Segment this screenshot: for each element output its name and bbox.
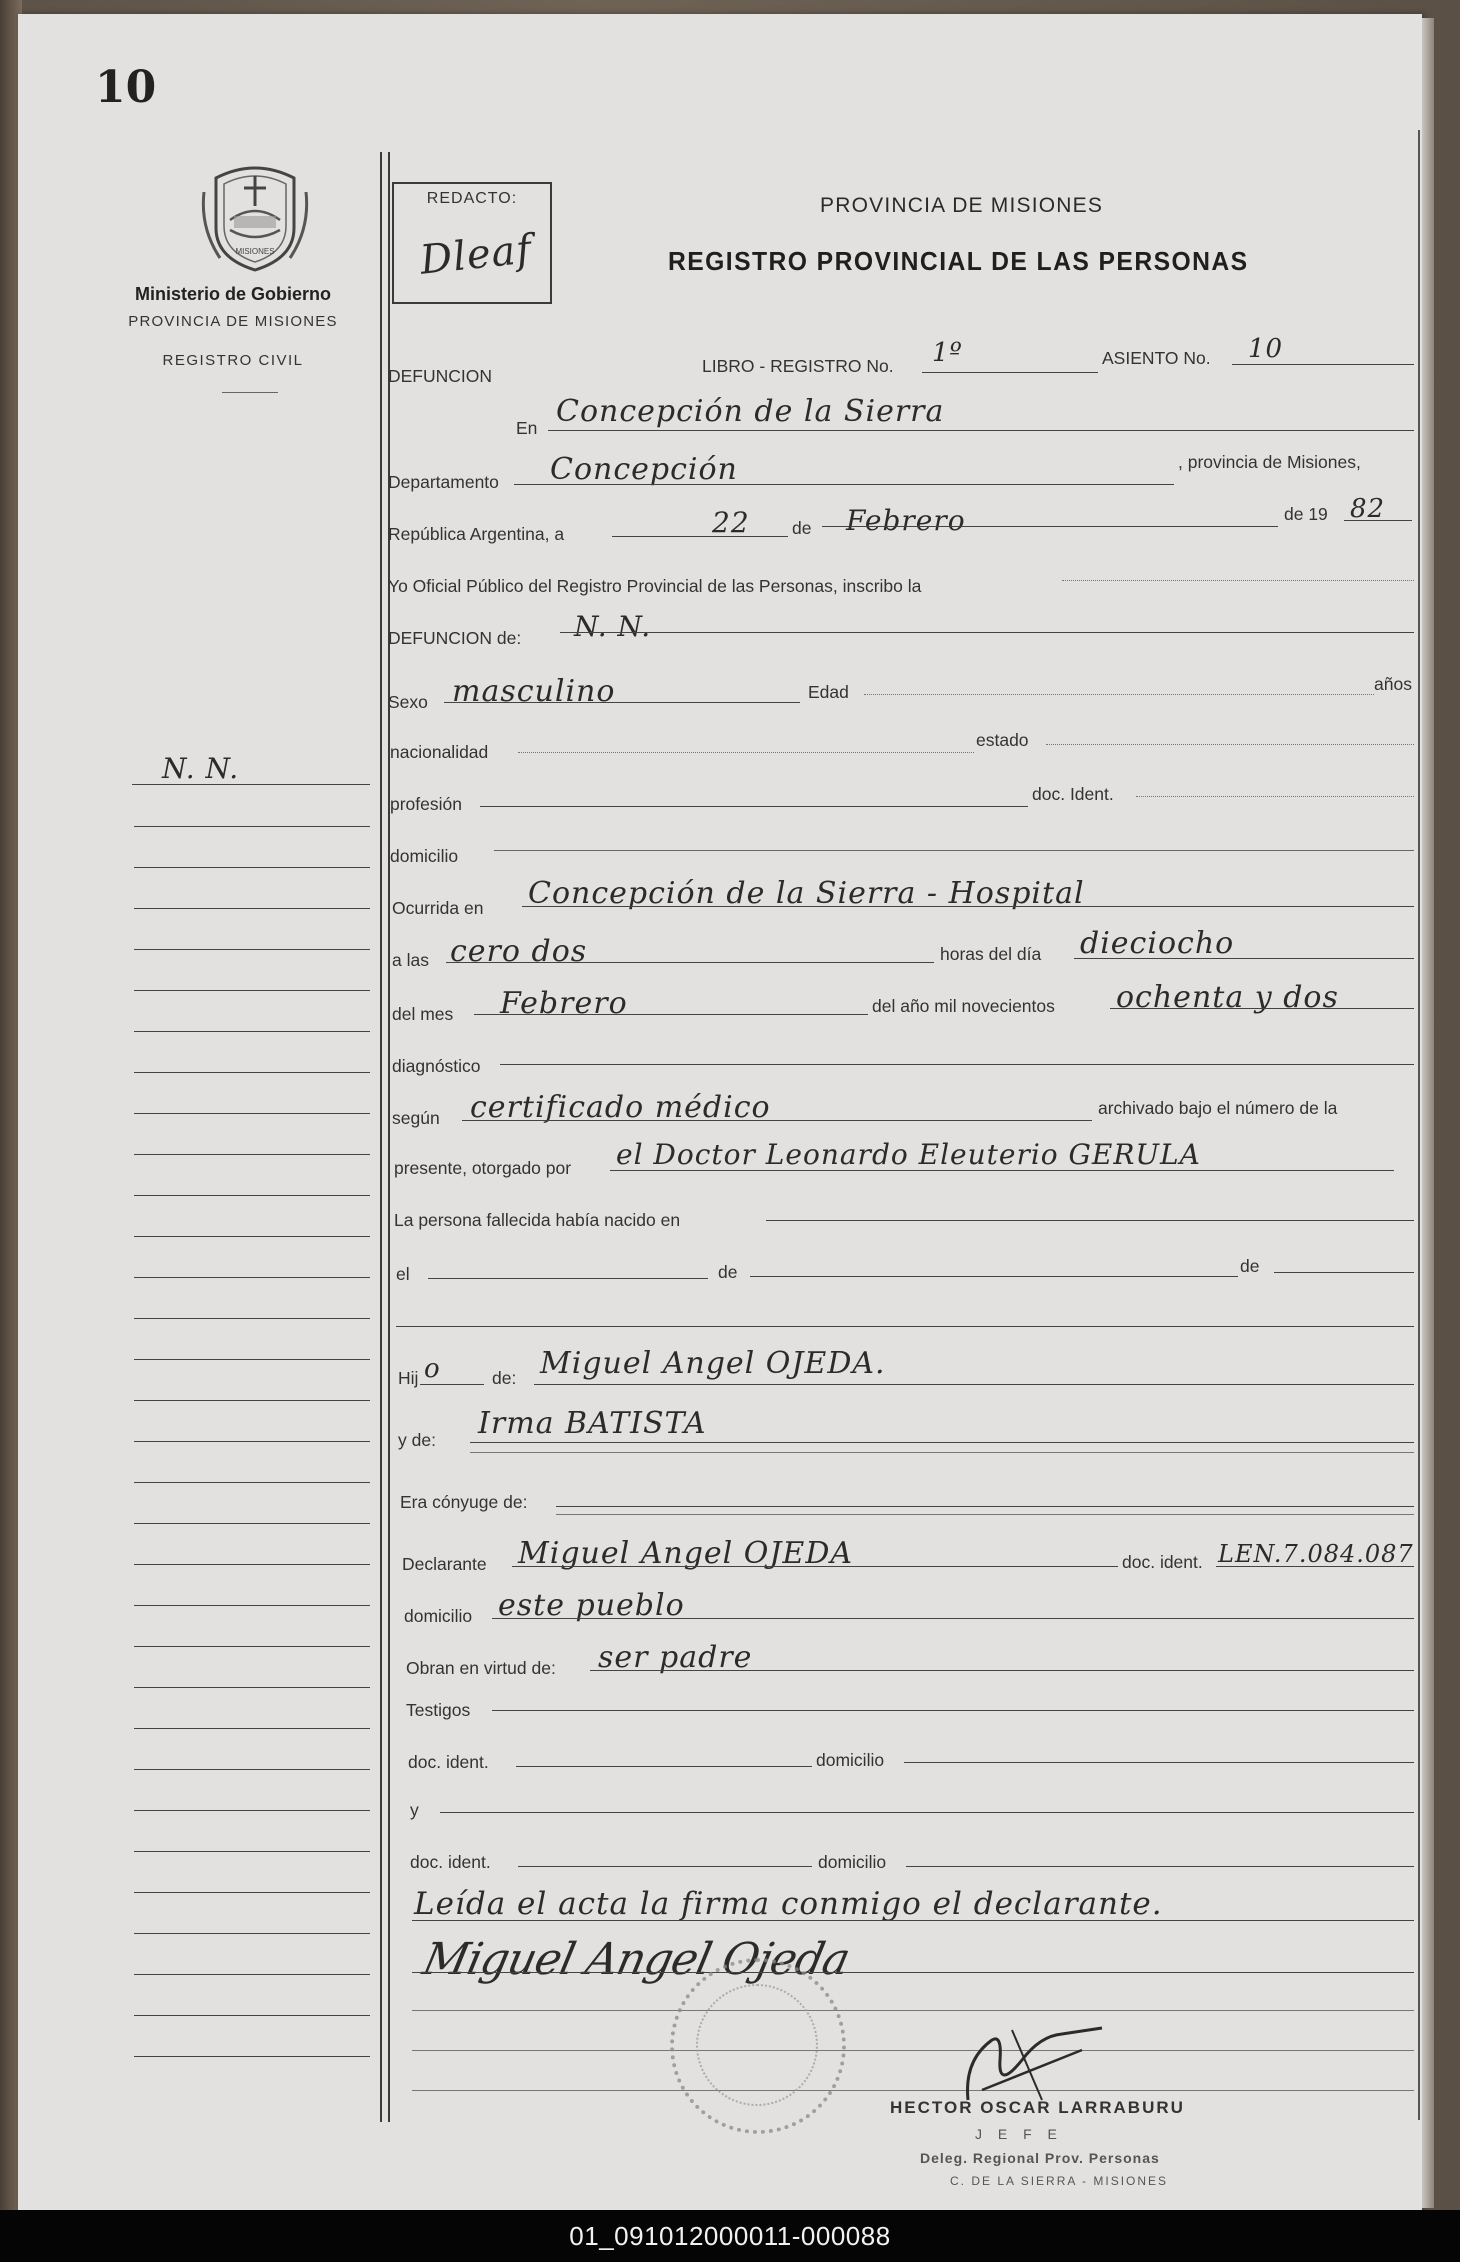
margin-ruled-line [134,2056,370,2057]
leida-line [412,1920,1414,1921]
decl-domicilio-label: domicilio [404,1606,473,1626]
ocurrida-value: Concepción de la Sierra - Hospital [528,876,1085,911]
a-las-label: a las [392,950,429,970]
margin-ruled-line [134,1031,370,1032]
presente-value: el Doctor Leonardo Eleuterio GERULA [616,1138,1201,1171]
t2-doc-line [518,1866,812,1867]
declarant-signature: Miguel Angel Ojeda [418,1934,854,1985]
margin-ruled-line [134,1359,370,1360]
dia-line [612,536,788,537]
presente-line [610,1170,1394,1171]
sexo-line [444,702,800,703]
declarante-doc-value: LEN.7.084.087 [1218,1540,1414,1568]
margin-ruled-line [134,1605,370,1606]
t1-doc-label: doc. ident. [408,1752,489,1772]
de1-line [750,1276,1238,1277]
estado-line [1046,744,1414,745]
hijo-de-label: de: [492,1368,517,1388]
official-name: HECTOR OSCAR LARRABURU [890,2098,1185,2117]
margin-ruled-line [134,1974,370,1975]
hijo-label: Hij [398,1368,419,1388]
conyuge-label: Era cónyuge de: [400,1492,528,1512]
de1-label: de [718,1262,738,1282]
signature-ruled-line [412,2010,1414,2011]
madre-line-2 [470,1452,1414,1453]
decl-domicilio-value: este pueblo [498,1588,685,1623]
margin-ruled-line [134,1482,370,1483]
declarante-value: Miguel Angel OJEDA [518,1536,854,1571]
yo-oficial-line [1062,580,1414,581]
redacto-initials: Dleaf [417,226,535,284]
declarante-doc-line [1216,1566,1414,1567]
t2-doc-label: doc. ident. [410,1852,491,1872]
obran-value: ser padre [598,1640,753,1675]
republica-label: República Argentina, a [388,524,565,544]
margin-ruled-line [134,1810,370,1811]
defuncion-de-line [560,632,1414,633]
extra-line [396,1326,1414,1327]
edad-label: Edad [808,682,849,702]
margin-ruled-line [134,1441,370,1442]
official-office: Deleg. Regional Prov. Personas [920,2150,1160,2166]
asiento-value: 10 [1248,334,1284,364]
presente-label: presente, otorgado por [394,1158,572,1178]
en-line [548,430,1414,431]
margin-ruled-line [134,908,370,909]
del-anio-label: del año mil novecientos [872,996,1055,1016]
departamento-value: Concepción [550,452,738,487]
header-registry-title: REGISTRO PROVINCIAL DE LAS PERSONAS [668,246,1249,276]
margin-line-1 [132,784,370,785]
margin-ruled-line [134,1154,370,1155]
margin-ruled-line [134,1933,370,1934]
yo-oficial-text: Yo Oficial Público del Registro Provincial de las Personas, inscribo la [388,576,922,596]
margin-ruled-line [134,867,370,868]
margin-ruled-line [134,1318,370,1319]
t1-doc-line [516,1766,812,1767]
margin-ruled-line [134,1072,370,1073]
en-value: Concepción de la Sierra [556,394,945,429]
archivado-label: archivado bajo el número de la [1098,1098,1338,1118]
profesion-line [480,806,1028,807]
official-signature [962,2020,1112,2106]
margin-ruled-line [134,1892,370,1893]
a-las-value: cero dos [450,934,588,969]
en-label: En [516,418,538,438]
anio-prefix: de 19 [1284,504,1328,524]
margin-ruled-line [134,1400,370,1401]
margin-ruled-line [134,1113,370,1114]
y-de-label: y de: [398,1430,436,1450]
signature-line-1 [412,1972,1414,1973]
t1-dom-label: domicilio [816,1750,885,1770]
padre-value: Miguel Angel OJEDA. [540,1346,886,1381]
margin-ruled-line [134,1646,370,1647]
nacionalidad-label: nacionalidad [390,742,489,762]
decl-domicilio-line [492,1618,1414,1619]
departamento-label: Departamento [388,472,499,492]
dia-value: 22 [712,506,750,539]
de2-line [1274,1272,1414,1273]
y-line [440,1812,1414,1813]
margin-rule-outer [380,152,382,2122]
type-label: DEFUNCION [388,366,493,386]
hijo-suffix: o [424,1354,441,1384]
registry-stamp [670,1958,846,2134]
del-mes-line [474,1014,868,1015]
testigos-line [492,1710,1414,1711]
nacido-label: La persona fallecida había nacido en [394,1210,681,1230]
horas-label: horas del día [940,944,1042,964]
domicilio-line [494,850,1414,851]
margin-ruled-line [134,990,370,991]
defuncion-de-value: N. N. [574,610,652,643]
conyuge-line [556,1506,1414,1507]
nacido-line [766,1220,1414,1221]
doc-ident-line [1136,796,1414,797]
t2-dom-line [906,1866,1414,1867]
ministry-name: Ministerio de Gobierno [134,284,331,304]
ministry-province: PROVINCIA DE MISIONES [128,313,338,330]
diagnostico-line [500,1064,1414,1065]
margin-ruled-line [134,1277,370,1278]
de-label: de [792,518,812,538]
libro-line [922,372,1098,373]
margin-rule-inner [388,152,390,2122]
sexo-value: masculino [452,674,616,709]
ocurrida-line [522,906,1414,907]
official-location: C. DE LA SIERRA - MISIONES [950,2174,1169,2188]
de2-label: de [1240,1256,1260,1276]
del-mes-value: Febrero [500,986,628,1021]
margin-name: N. N. [162,752,240,785]
estado-label: estado [976,730,1029,750]
official-title: J E F E [975,2126,1063,2142]
asiento-label: ASIENTO No. [1102,348,1211,368]
madre-line [470,1442,1414,1443]
header-province: PROVINCIA DE MISIONES [820,194,1104,217]
nacionalidad-line [518,752,974,753]
ministry-office: REGISTRO CIVIL [162,352,304,369]
sexo-label: Sexo [388,692,428,712]
margin-ruled-line [134,1195,370,1196]
doc-ident-label: doc. Ident. [1032,784,1114,804]
t1-dom-line [904,1762,1414,1763]
declarante-doc-label: doc. ident. [1122,1552,1203,1572]
mes-line [822,526,1278,527]
defuncion-de-label: DEFUNCION de: [388,628,522,648]
el-label: el [396,1264,410,1284]
image-id-footer: 01_091012000011-000088 [0,2210,1460,2262]
t2-dom-label: domicilio [818,1852,887,1872]
anio-value: 82 [1350,494,1386,524]
declarante-label: Declarante [402,1554,487,1574]
provincia-suffix: , provincia de Misiones, [1178,452,1361,472]
hijo-suffix-line [420,1384,484,1385]
libro-value: 1º [932,338,963,368]
obran-label: Obran en virtud de: [406,1658,556,1678]
margin-ruled-line [134,1564,370,1565]
anio-line [1344,520,1412,521]
del-anio-line [1110,1008,1414,1009]
profesion-label: profesión [390,794,462,814]
signature-ruled-line [412,2050,1414,2051]
del-mes-label: del mes [392,1004,454,1024]
departamento-line [514,484,1174,485]
margin-ruled-line [134,1523,370,1524]
signature-ruled-line [412,2090,1414,2091]
right-margin-rule [1418,130,1420,2120]
y-label: y [410,1800,419,1820]
diagnostico-label: diagnóstico [392,1056,481,1076]
madre-value: Irma BATISTA [478,1406,707,1441]
horas-value: dieciocho [1080,926,1235,961]
provincial-coat-of-arms-icon [200,158,310,276]
margin-ruled-line [134,826,370,827]
padre-line [534,1384,1414,1385]
edad-line [864,694,1374,695]
page-stack-edge [1422,18,1434,2208]
asiento-line [1232,364,1414,365]
page-number: 10 [95,62,157,113]
ministry-divider [222,392,278,393]
margin-ruled-line [134,1687,370,1688]
obran-line [590,1670,1414,1671]
libro-label: LIBRO - REGISTRO No. [702,356,894,376]
margin-ruled-line [134,2015,370,2016]
segun-line [462,1120,1092,1121]
declarante-line [512,1566,1118,1567]
margin-ruled-line [134,1236,370,1237]
leida-text: Leída el acta la firma conmigo el declarante. [414,1886,1163,1922]
margin-ruled-line [134,1769,370,1770]
conyuge-line-2 [556,1514,1414,1515]
testigos-label: Testigos [406,1700,471,1720]
segun-label: según [392,1108,440,1128]
mes-value: Febrero [846,504,966,537]
domicilio-label: domicilio [390,846,459,866]
a-las-line [446,962,934,963]
del-anio-value: ochenta y dos [1116,980,1339,1015]
seal-text: MISIONES [235,247,275,256]
ocurrida-label: Ocurrida en [392,898,484,918]
margin-ruled-line [134,949,370,950]
margin-ruled-line [134,1851,370,1852]
redacto-label: REDACTO: [426,190,518,207]
margin-ruled-line [134,1728,370,1729]
el-line [428,1278,708,1279]
segun-value: certificado médico [470,1090,771,1125]
horas-line [1074,958,1414,959]
anos-label: años [1374,674,1412,694]
